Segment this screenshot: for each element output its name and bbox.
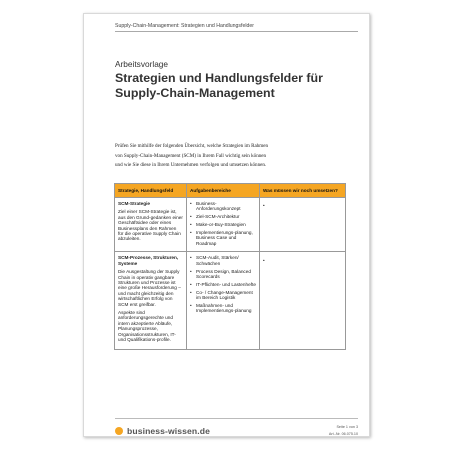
document-kicker: Arbeitsvorlage xyxy=(115,59,169,69)
list-item: • Maßnahmen- und Implementierungs-planung xyxy=(196,303,256,314)
page-info xyxy=(329,424,358,438)
strategy-name: SCM-Prozesse, Strukturen, Systeme xyxy=(118,255,179,266)
intro-paragraph xyxy=(115,142,353,171)
column-header-strategy: Strategie, Handlungsfeld xyxy=(115,184,187,198)
strategy-description: Die Ausgestaltung der Supply Chain in operativ gangbare Strukturen und Prozesse ist eine große Herausforderung – und macht gleichzeitig den wirtschaftlichen Erfolg von SCM erst greifbar. xyxy=(118,269,181,307)
list-item: • Make-or-Buy-Strategien xyxy=(196,222,256,227)
tasks-cell xyxy=(187,198,260,252)
list-item: • Ziel-SCM-Architektur xyxy=(196,214,256,219)
document-title: Strategien und Handlungsfelder für Supply-Chain-Management xyxy=(115,71,323,100)
column-header-tasks: Aufgabenbereiche xyxy=(187,184,260,198)
logo-text: business-wissen.de xyxy=(127,426,210,436)
strategy-table xyxy=(114,183,346,350)
header-divider xyxy=(115,31,358,32)
todo-cell[interactable] xyxy=(260,198,346,252)
list-item: • IT-Pflichten- und Lastenhefte xyxy=(196,282,256,287)
todo-cell[interactable] xyxy=(260,252,346,349)
column-header-todo: Was müssen wir noch umsetzen? xyxy=(260,184,346,198)
running-header: Supply-Chain-Management: Strategien und Handlungsfelder xyxy=(115,23,254,29)
task-list xyxy=(190,255,256,313)
footer-divider xyxy=(115,418,358,419)
strategy-cell xyxy=(115,252,187,349)
task-list xyxy=(190,201,256,246)
page-number: Seite 1 von 3 xyxy=(336,425,358,429)
list-item: • Co- / Change-Management im Bereich Logistik xyxy=(196,290,256,301)
brand-logo xyxy=(115,426,210,436)
intro-line: und wie Sie diese in Ihrem Unternehmen verfolgen und umsetzen können. xyxy=(115,162,267,168)
list-item: • Implementierungs-planung, Business Case und Roadmap xyxy=(196,230,256,246)
list-item: • Process Design, Balanced Scorecards xyxy=(196,269,256,280)
tasks-cell xyxy=(187,252,260,349)
strategy-description: Aspekte sind anforderungsgerechte und intern akzeptierte Abläufe, Planungsprozesse, Organisationsstrukturen, IT- und Qualifikations-profile. xyxy=(118,310,176,343)
intro-line: von Supply-Chain-Management (SCM) in Ihrem Fall wichtig sein können xyxy=(115,152,267,159)
table-header-row xyxy=(115,184,346,198)
document-page xyxy=(83,13,370,437)
strategy-cell xyxy=(115,198,187,252)
list-item: • SCM-Audit, Stärken/ Schwächen xyxy=(196,255,256,266)
list-item: • Business-Anforderungskonzept xyxy=(196,201,256,212)
intro-line: Prüfen Sie mithilfe der folgenden Übersicht, welche Strategien im Rahmen xyxy=(115,143,269,149)
strategy-description: Ziel einer SCM-Strategie ist, aus den Grund-gedanken einer Geschäftsidee oder eines Businessplans den Rahmen für die operative Supply Chain abzuleiten. xyxy=(118,209,183,242)
strategy-name: SCM-Strategie xyxy=(118,201,151,206)
table-row xyxy=(115,198,346,252)
logo-dot-icon xyxy=(115,427,123,435)
article-number: Art.-Nr. 06.075.10 xyxy=(328,432,358,436)
table-row xyxy=(115,252,346,349)
